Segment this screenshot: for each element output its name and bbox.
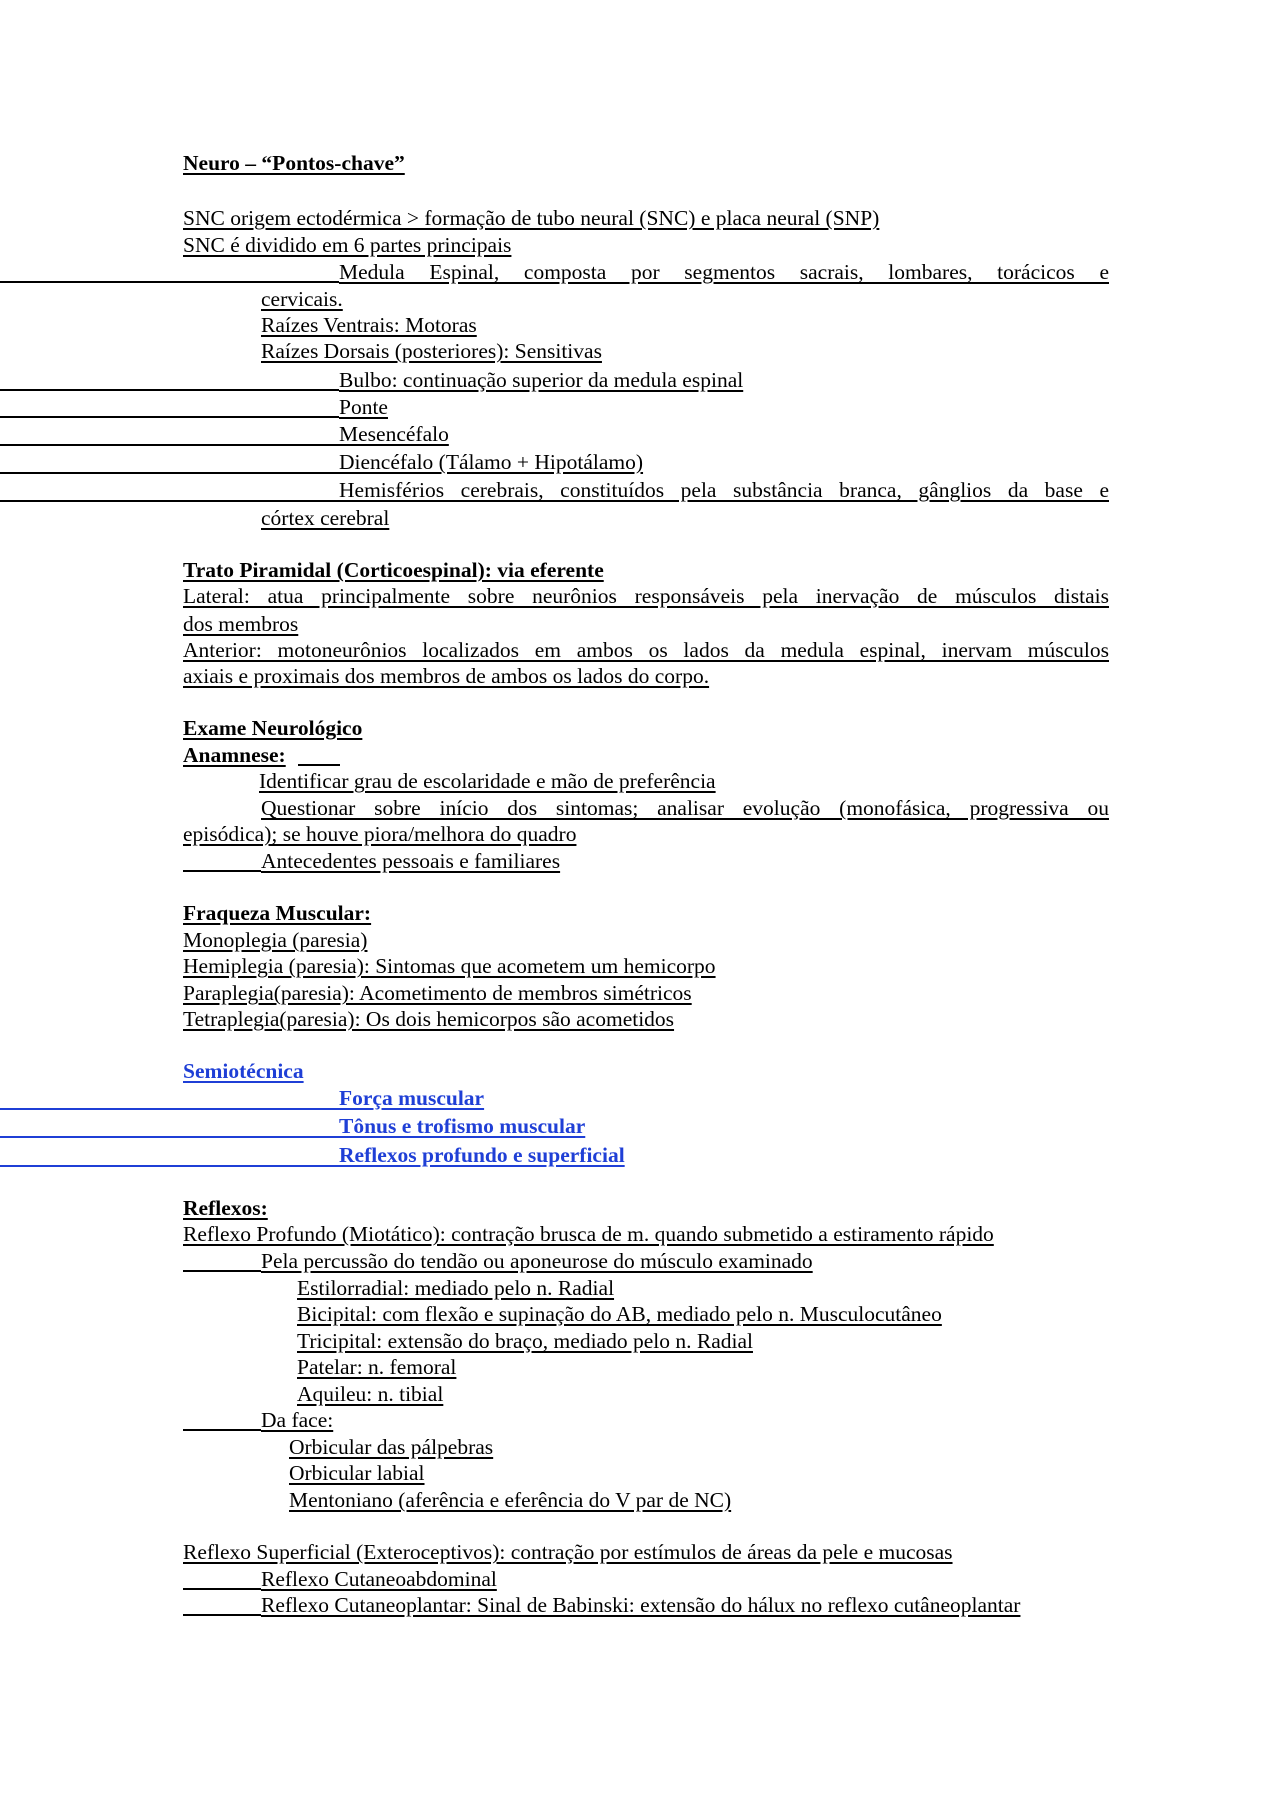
snc-medula-continuation: cervicais. (261, 287, 343, 311)
anamnese-item-antecedentes: Antecedentes pessoais e familiares (261, 849, 561, 873)
reflexo-tricipital: Tricipital: extensão do braço, mediado pelo n. Radial (297, 1329, 753, 1353)
trato-anterior-line: Anterior: motoneurônios localizados em ambos os lados da medula espinal, inervam músculos (183, 638, 1109, 662)
anamnese-trailing-underline (298, 764, 340, 766)
indent-underline (0, 1108, 339, 1110)
reflexos-heading: Reflexos: (183, 1196, 268, 1220)
indent-underline (0, 500, 339, 502)
exame-heading: Exame Neurológico (183, 716, 363, 740)
indent-underline (0, 1136, 339, 1138)
reflexo-bicipital: Bicipital: com flexão e supinação do AB, mediado pelo n. Musculocutâneo (297, 1302, 942, 1326)
forca-muscular-link[interactable]: Força muscular (339, 1086, 485, 1110)
anamnese-item-sintomas-continuation: episódica); se houve piora/melhora do quadro (183, 822, 577, 846)
reflexo-superficial-line: Reflexo Superficial (Exteroceptivos): contração por estímulos de áreas da pele e mucosas (183, 1540, 953, 1564)
semiotecnica-link[interactable]: Semiotécnica (183, 1059, 304, 1083)
reflexo-mentoniano: Mentoniano (aferência e eferência do V par de NC) (289, 1488, 732, 1512)
indent-underline (0, 281, 339, 283)
fraqueza-paraplegia: Paraplegia(paresia): Acometimento de membros simétricos (183, 981, 692, 1005)
indent-underline (183, 1588, 261, 1590)
reflexos-profundo-superficial-link[interactable]: Reflexos profundo e superficial (339, 1143, 625, 1167)
fraqueza-tetraplegia: Tetraplegia(paresia): Os dois hemicorpos são acometidos (183, 1007, 675, 1031)
reflexo-patelar: Patelar: n. femoral (297, 1355, 457, 1379)
snc-ponte: Ponte (339, 395, 388, 419)
anamnese-item-sintomas-line: Questionar sobre início dos sintomas; analisar evolução (monofásica, progressiva ou (261, 796, 1109, 820)
snc-raizes-ventrais: Raízes Ventrais: Motoras (261, 313, 477, 337)
reflexo-percussao: Pela percussão do tendão ou aponeurose do músculo examinado (261, 1249, 813, 1273)
indent-underline (0, 416, 339, 418)
snc-mesencefalo: Mesencéfalo (339, 422, 449, 446)
indent-underline (183, 870, 261, 872)
snc-diencefalo: Diencéfalo (Tálamo + Hipotálamo) (339, 450, 644, 474)
tonus-trofismo-link[interactable]: Tônus e trofismo muscular (339, 1114, 586, 1138)
fraqueza-monoplegia: Monoplegia (paresia) (183, 928, 368, 952)
reflexo-aquileu: Aquileu: n. tibial (297, 1382, 444, 1406)
indent-underline (183, 1429, 261, 1431)
page-title: Neuro – “Pontos-chave” (183, 151, 405, 175)
indent-underline (0, 472, 339, 474)
anamnese-heading: Anamnese: (183, 743, 286, 767)
reflexo-orbicular-palpebras: Orbicular das pálpebras (289, 1435, 494, 1459)
reflexo-cutaneoabdominal: Reflexo Cutaneoabdominal (261, 1567, 497, 1591)
snc-raizes-dorsais: Raízes Dorsais (posteriores): Sensitivas (261, 339, 602, 363)
reflexo-cutaneoplantar: Reflexo Cutaneoplantar: Sinal de Babinski: extensão do hálux no reflexo cutâneoplantar (261, 1593, 1021, 1617)
fraqueza-hemiplegia: Hemiplegia (paresia): Sintomas que acometem um hemicorpo (183, 954, 716, 978)
fraqueza-heading: Fraqueza Muscular: (183, 901, 372, 925)
snc-medula-line: Medula Espinal, composta por segmentos sacrais, lombares, torácicos e (339, 260, 1109, 284)
snc-hemisferios-line: Hemisférios cerebrais, constituídos pela substância branca, gânglios da base e (339, 478, 1109, 502)
snc-origin-line: SNC origem ectodérmica > formação de tubo neural (SNC) e placa neural (SNP) (183, 206, 880, 230)
indent-underline (183, 1614, 261, 1616)
indent-underline (183, 1270, 261, 1272)
trato-heading: Trato Piramidal (Corticoespinal): via eferente (183, 558, 604, 582)
trato-lateral-line: Lateral: atua principalmente sobre neurônios responsáveis pela inervação de músculos distais (183, 584, 1109, 608)
indent-underline (0, 389, 339, 391)
snc-bulbo: Bulbo: continuação superior da medula espinal (339, 368, 744, 392)
indent-underline (0, 444, 339, 446)
indent-underline (0, 1165, 339, 1167)
reflexo-estilorradial: Estilorradial: mediado pelo n. Radial (297, 1276, 615, 1300)
reflexo-face: Da face: (261, 1408, 334, 1432)
snc-hemisferios-continuation: córtex cerebral (261, 506, 390, 530)
snc-divided-line: SNC é dividido em 6 partes principais (183, 233, 512, 257)
reflexo-orbicular-labial: Orbicular labial (289, 1461, 425, 1485)
reflexo-profundo-line: Reflexo Profundo (Miotático): contração brusca de m. quando submetido a estiramento rápido (183, 1222, 994, 1246)
anamnese-item-escolaridade: Identificar grau de escolaridade e mão de preferência (259, 769, 716, 793)
trato-lateral-continuation: dos membros (183, 612, 299, 636)
trato-anterior-continuation: axiais e proximais dos membros de ambos os lados do corpo. (183, 664, 710, 688)
